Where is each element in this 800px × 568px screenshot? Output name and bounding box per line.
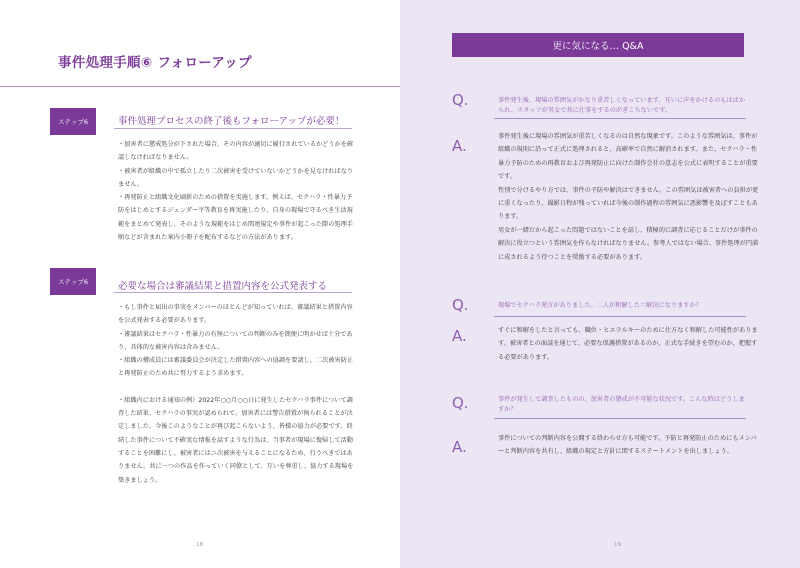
a-label: A. xyxy=(452,438,467,456)
answer-paragraph: 男女が一緒だから起こった問題ではないことを話し、積極的に調査に応じることだけが事件の解決に役立つという雰囲気を作らなければなりません。参考人ではない場合、事件処理が円満に成されるよう待つことを奨励する必要があります。 xyxy=(498,226,759,261)
question-divider-2 xyxy=(494,316,746,317)
right-page xyxy=(400,0,800,568)
step-body-2 xyxy=(118,301,356,487)
answer-paragraph: 性別で分けるやり方では、事件の予防や解決はできません。この雰囲気は被害者への負担が更に重くなったり、撮影日程が残っていれば今後の制作過程の雰囲気に悪影響を及ぼすこともあります。 xyxy=(498,186,759,221)
step-tab-1: ステップ6 xyxy=(50,108,96,135)
a-label: A. xyxy=(452,137,467,155)
step-heading-2: 必要な場合は審議結果と措置内容を公式発表する xyxy=(118,281,328,292)
paragraph: ・加害者に懲戒処分が下された場合、その内容が適切に履行されているかどうかを確認しなければなりません。 xyxy=(118,141,354,162)
paragraph-spacer xyxy=(118,381,356,394)
paragraph: ・組織の構成員には審議委員会が決定した措置内容への協調を要請し、二次被害防止と再発防止のため共に努力するよう求めます。 xyxy=(118,357,354,378)
q-label: Q. xyxy=(452,394,469,412)
question-2: 現場でセクハラ発言がありました。二人が和解した＝解決になりますか？ xyxy=(498,302,702,309)
page-title: 事件処理手順⑥ フォローアップ xyxy=(58,55,252,71)
title-divider xyxy=(0,86,400,87)
answer-3 xyxy=(498,432,762,459)
question-1: 事件発生後、現場の雰囲気がかなり重苦しくなっています。互いに声をかけるのもはばかられ、スタッフが男女で共に仕事をするのがぎこちないです。 xyxy=(498,97,746,114)
answer-paragraph: すぐに和解をしたと言っても、職位・ヒエラルキーのために仕方なく和解した可能性があります。被害者との面談を通じて、必要な保護措置があるのか、正式な手続きを望むのか、把握する必要があります。 xyxy=(498,327,758,361)
q-label: Q. xyxy=(452,91,469,109)
question-divider-1 xyxy=(494,118,746,119)
question-3: 事件が発生して調査したものの、加害者の懲戒が不可能な状況です。こんな時はどうしますか？ xyxy=(498,396,745,413)
page-number-right: 19 xyxy=(614,542,621,548)
step-divider-2 xyxy=(114,292,352,293)
question-divider-3 xyxy=(494,418,746,419)
paragraph: ・もし事件と届出の事実をメンバーのほとんどが知っていれば、審議結果と措置内容を公式発表する必要があります。 xyxy=(118,304,353,325)
paragraph: ・被害者が組織の中で孤立したり二次被害を受けていないかどうかを見なければなりません。 xyxy=(118,167,354,188)
paragraph: ・再発防止と組織文化刷新のための措置を実施します。例えば、セクハラ・性暴力予防をはじめとするジェンダー平等教育を再実施したり、自身の現場で守るべき生活規範をまとめて発表し、そのような規範をはじめ関連規定や事件が起こった際の処理手順などが含まれた案内小冊子を配布するなどの方法があります。 xyxy=(118,194,353,242)
paragraph: ・審議結果はセクハラ・性暴力の有無についての判断のみを簡便に明かせば十分であり、具体的な被害内容は含みません。 xyxy=(118,330,353,351)
a-label: A. xyxy=(452,327,467,345)
answer-paragraph: 事件についての判断内容を公開する終わらせ方も可能です。予防と再発防止のためにもメンバーと判断内容を共有し、組織の規定と方針に関するステートメントを出しましょう。 xyxy=(498,435,757,456)
qa-banner: 更に気になる… Q&A xyxy=(452,33,744,57)
paragraph: ・組織内における通知の例）2022年○○月○○日に発生したセクハラ事件について調査した結果、セクハラの事実が認められて、加害者には警告措置が執られることが決定しました。今後このようなことが再び起こらないよう、皆様の協力が必要です。終結した事件について不確実な情報を話すような行為は、当事者が現場に復帰して活動することを困難にし、被害者にはニ次被害を与えることになるため、行うべきではありません。共に一つの作品を作っていく同僚として、互いを尊重し、協力する現場を築きましょう。 xyxy=(118,396,354,484)
answer-2 xyxy=(498,324,762,364)
answer-paragraph: 事件発生後に現場の雰囲気が重苦しくなるのは自然な現象です。このような雰囲気は、事件が組織の規則に沿って正式に処理されると、高確率で自然に解消されます。また、セクハラ・性暴力予防のための再教育および再発防止に向けた制作会社の意志を公式に表明することが重要です。 xyxy=(498,133,758,181)
step-tab-2: ステップ6 xyxy=(50,268,96,295)
step-divider-1 xyxy=(114,128,352,129)
page-number-left: 18 xyxy=(196,542,203,548)
q-label: Q. xyxy=(452,296,469,314)
step-heading-1: 事件処理プロセスの終了後もフォローアップが必要！ xyxy=(118,116,345,127)
step-body-1 xyxy=(118,138,356,244)
answer-1 xyxy=(498,130,762,264)
